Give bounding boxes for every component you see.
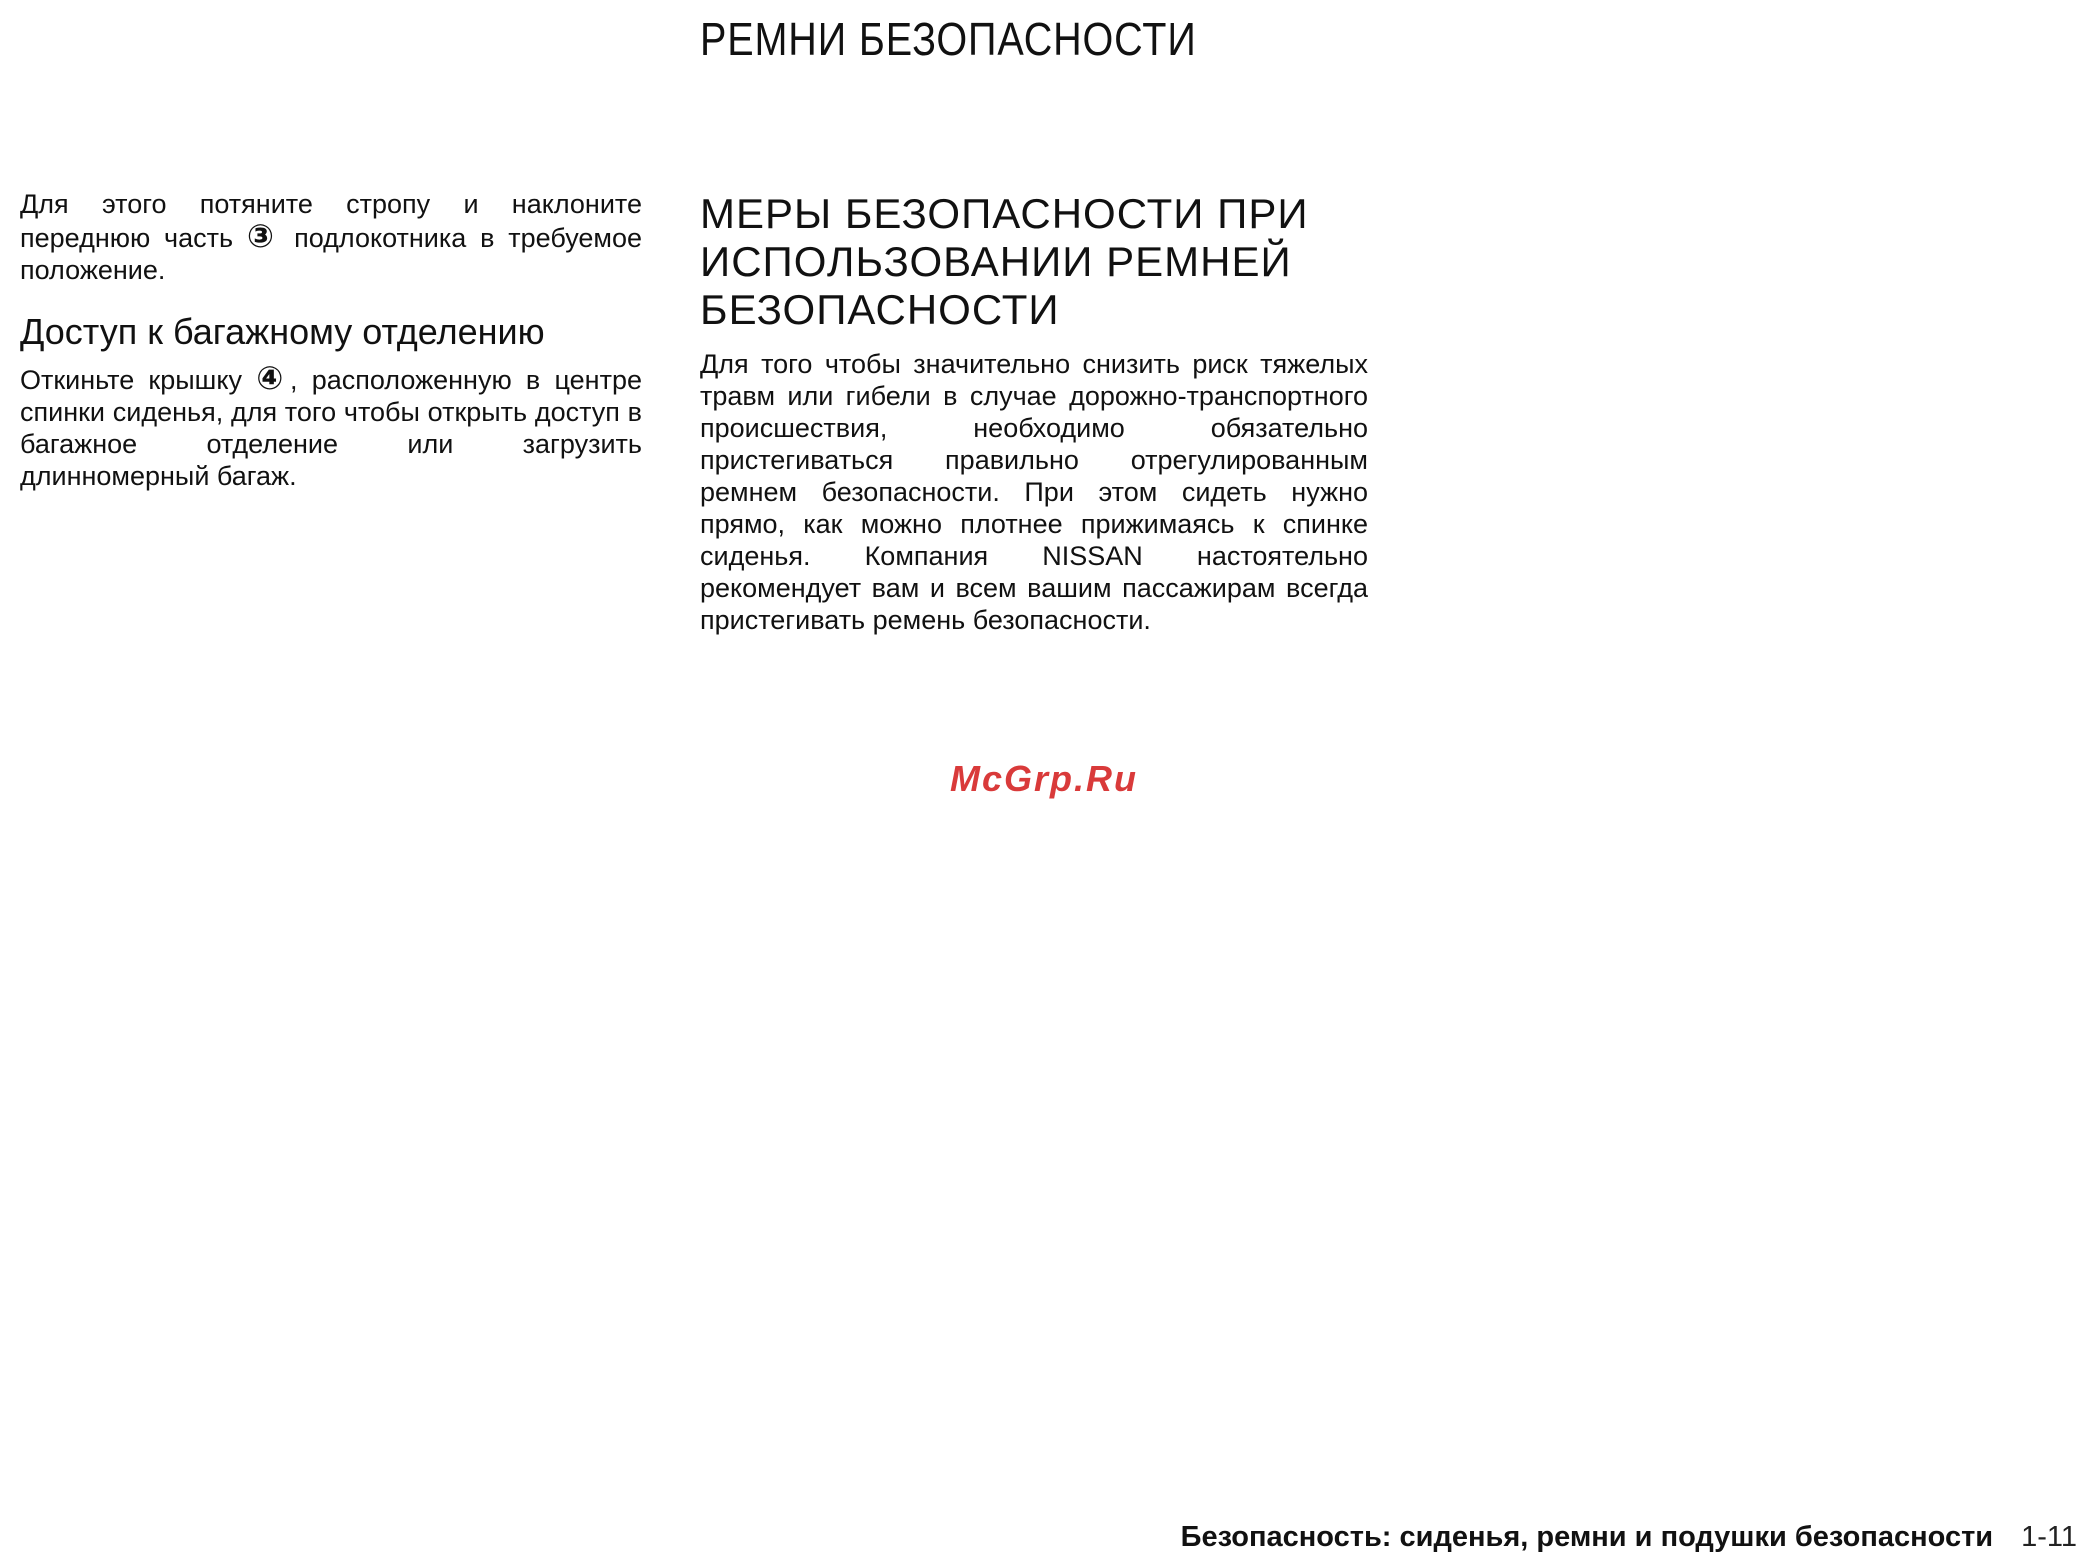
trunk-access-heading: Доступ к багажному отделению — [20, 311, 545, 352]
seatbelt-precautions-paragraph: Для того чтобы значительно снизить риск тяжелых травм или гибели в случае дорожно-транспортного происшествия, необходимо обязательно пристегиваться правильно отрегулированным ремнем безопасности. При этом сидеть нужно прямо, как можно плотнее прижимаясь к спинке сиденья. Компания NISSAN настоятельно рекомендует вам и всем вашим пассажирам всегда пристегивать ремень безопасности. — [700, 349, 1368, 635]
trunk-text-start: Откиньте крышку — [20, 365, 242, 395]
trunk-text-end: , расположенную в центре спинки сиденья, для того чтобы открыть доступ в багажное отделение или загрузить длинномерный багаж. — [20, 365, 642, 491]
armrest-paragraph — [20, 188, 642, 286]
armrest-text-start: Для этого потяните стропу и наклоните переднюю часть — [20, 189, 642, 253]
page-number: 1-11 — [2021, 1521, 2077, 1553]
page-footer — [1181, 1521, 2077, 1554]
callout-marker-4: ④ — [256, 360, 290, 396]
right-column — [700, 190, 1368, 636]
seatbelt-precautions-heading: МЕРЫ БЕЗОПАСНОСТИ ПРИ ИСПОЛЬЗОВАНИИ РЕМНЕЙ БЕЗОПАСНОСТИ — [700, 190, 1309, 333]
page-title: РЕМНИ БЕЗОПАСНОСТИ — [700, 13, 1197, 65]
footer-section-title: Безопасность: сиденья, ремни и подушки безопасности — [1180, 1521, 1994, 1553]
left-column — [20, 188, 642, 492]
trunk-access-paragraph — [20, 362, 642, 492]
armrest-text-end: подлокотника в требуемое положение. — [20, 223, 643, 285]
callout-marker-3: ③ — [246, 218, 281, 254]
watermark: McGrp.Ru — [950, 758, 1139, 799]
